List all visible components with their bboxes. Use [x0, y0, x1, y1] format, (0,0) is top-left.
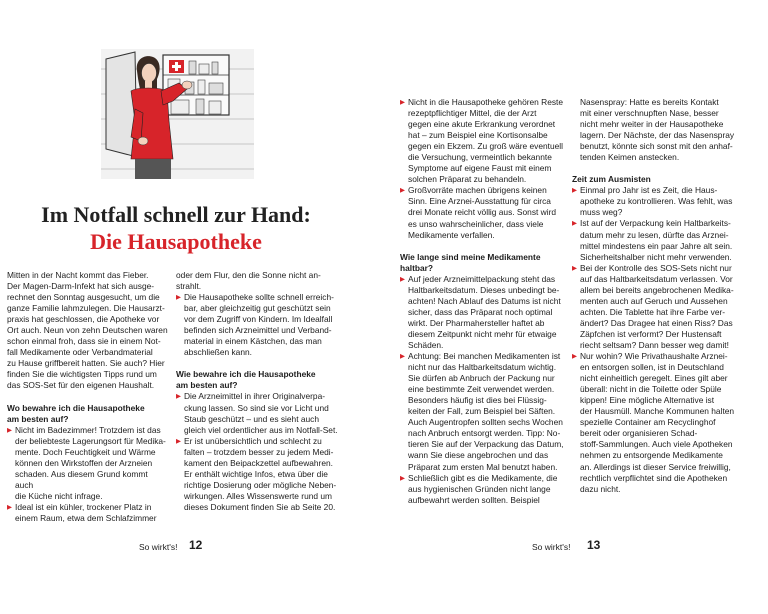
left-column-1: [7, 270, 168, 524]
bullet-item: ▶ Großvorräte machen übrigens keinen Sinn. Eine Arznei-Ausstattung für circa drei Monate reicht völlig aus. Sonst wird es unso wahrscheinlicher, dass viele Medikamente verfallen.: [400, 185, 570, 240]
right-column-1: [400, 97, 570, 506]
continued-paragraph: Nasenspray: Hatte es bereits Kontakt mit einer verschnupften Nase, besser nicht mehr weiter in der Hausapotheke lagern. Der Nächste, der das Nasenspray benutzt, könnte sich sonst mit den anhaf- tenden Keimen anstecken.: [580, 97, 735, 163]
bullet-item: ▶ Schließlich gibt es die Medikamente, die aus hygienischen Gründen nicht lange aufbewahrt werden sollten. Beispiel: [400, 473, 570, 506]
bullet-item: ▶ Achtung: Bei manchen Medikamenten ist nicht nur das Haltbarkeitsdatum wichtig. Sie dürfen ab Anbruch der Packung nur eine bestimmte Zeit verwendet werden. Besonders häufig ist dies bei Flüssig- keiten der Fall, zum Beispiel bei Säften. Auch Augentropfen sollten sechs Wochen nach Anbruch entsorgt werden. Tipp: No- tieren Sie auf der Verpackung das Datum, wann Sie diese angebrochen und das Präparat zum ersten Mal benutzt haben.: [400, 351, 570, 473]
bullet-item: ▶ Nicht im Badezimmer! Trotzdem ist das der beliebteste Lagerungsort für Medika- mente. Doch Feuchtigkeit und Wärme können den Wirkstoffen der Arzneien schaden. Aus diesem Grund kommt auch die Küche nicht infrage.: [7, 425, 168, 502]
right-column-2: [572, 97, 748, 495]
bullet-item: ▶ Nur wohin? Wie Privathaushalte Arznei- en entsorgen sollen, ist in Deutschland nicht einheitlich geregelt. Eines gilt aber überall: nicht in die Toilette oder Spüle kippen! Eine mögliche Alternative ist der Hausmüll. Manche Kommunen halten spezielle Container am Recyclinghof bereit oder organisieren Schad- stoff-Sammlungen. Auch viele Apotheken nehmen zu entsorgende Medikamente an. Allerdings ist dieser Service freiwillig, rechtlich verpflichtet sind die Apotheken dazu nicht.: [572, 351, 748, 495]
bullet-item: ▶ Ideal ist ein kühler, trockener Platz in einem Raum, etwa dem Schlafzimmer: [7, 502, 168, 524]
page-title-line2: Die Hausapotheke: [90, 229, 262, 254]
bullet-item: ▶ Die Arzneimittel in ihrer Originalverpa- ckung lassen. So sind sie vor Licht und Staub geschützt – und es sieht auch gleich viel ordentlicher aus im Notfall-Set.: [176, 391, 342, 435]
left-column-2: [176, 270, 342, 513]
section-heading-storage-method: Wie bewahre ich die Hausapotheke am besten auf?: [176, 369, 316, 391]
page-title-line1: Im Notfall schnell zur Hand:: [41, 202, 311, 227]
bullet-item: ▶ Er ist unübersichtlich und schlecht zu falten – trotzdem besser zu jedem Medi- kament den Beipackzettel aufbewahren. Er enthält wichtige Infos, etwa über die richtige Dosierung oder mögliche Neben- wirkungen. Alles Wissenswerte rund um dieses Dokument finden Sie ab Seite 20.: [176, 436, 342, 513]
bullet-item: ▶ Auf jeder Arzneimittelpackung steht das Haltbarkeitsdatum. Dieses unbedingt be- achten! Nach Ablauf des Datums ist nicht sicher, dass das Präparat noch optimal wirkt. Der Pharmahersteller haftet ab diesem Zeitpunkt nicht mehr für etwaige Schäden.: [400, 274, 570, 351]
page-number-left: 12: [189, 538, 203, 552]
section-heading-storage-place: Wo bewahre ich die Hausapotheke am besten auf?: [7, 402, 145, 424]
bullet-item: ▶ Ist auf der Verpackung kein Haltbarkeits- datum mehr zu lesen, dürfte das Arznei- mittel mindestens ein paar Jahre alt sein. Sicherheitshalber nicht mehr verwenden.: [572, 218, 748, 262]
section-heading-shelf-life: Wie lange sind meine Medikamente haltbar?: [400, 251, 541, 273]
bullet-item: ▶ Nicht in die Hausapotheke gehören Reste rezeptpflichtiger Mittel, die der Arzt gegen eine akute Erkrankung verordnet hat – zum Beispiel eine Kortisonsalbe gegen ein Ekzem. Zu groß wäre eventuell die Versuchung, vermeintlich bekannte Symptome auf eigene Faust mit einem solchen Präparat zu behandeln.: [400, 97, 570, 185]
page-number-right: 13: [587, 538, 601, 552]
continued-paragraph: oder dem Flur, den die Sonne nicht an- strahlt.: [176, 270, 321, 292]
section-heading-clear-out: Zeit zum Ausmisten: [572, 174, 651, 185]
footer-label-right: So wirkt's!: [532, 542, 571, 552]
woman-at-medicine-cabinet-illustration: [101, 49, 254, 179]
footer-label-left: So wirkt's!: [139, 542, 178, 552]
bullet-item: ▶ Die Hausapotheke sollte schnell erreich- bar, aber gleichzeitig gut geschützt sein vor dem Zugriff von Kindern. Im Idealfall befinden sich Arzneimittel und Verband- material in einem Kästchen, das man abschließen kann.: [176, 292, 342, 358]
intro-paragraph: Mitten in der Nacht kommt das Fieber. Der Magen-Darm-Infekt hat sich ausge- rechnet den Sonntag ausgesucht, um die ganze Familie lahmzulegen. Die Hausarzt- praxis hat geschlossen, die Apotheke vor Ort auch. Neun von zehn Deutschen waren schon einmal froh, dass sie in einem Not- fall Medikamente oder Verbandmaterial zu Hause griffbereit hatten. Sie auch? Hier finden Sie die wichtigsten Tipps rund um das SOS-Set für den eigenen Haushalt.: [7, 270, 168, 391]
bullet-item: ▶ Einmal pro Jahr ist es Zeit, die Haus- apotheke zu kontrollieren. Was fehlt, was muss weg?: [572, 185, 748, 218]
bullet-item: ▶ Bei der Kontrolle des SOS-Sets nicht nur auf das Haltbarkeitsdatum verlassen. Vor allem bei bereits angebrochenen Medika- menten auch auf Geruch und Aussehen achten. Die Tablette hat ihre Farbe ver- ändert? Das Dragee hat einen Riss? Das Zäpfchen ist verformt? Der Hustensaft riecht seltsam? Dann besser weg damit!: [572, 263, 748, 351]
